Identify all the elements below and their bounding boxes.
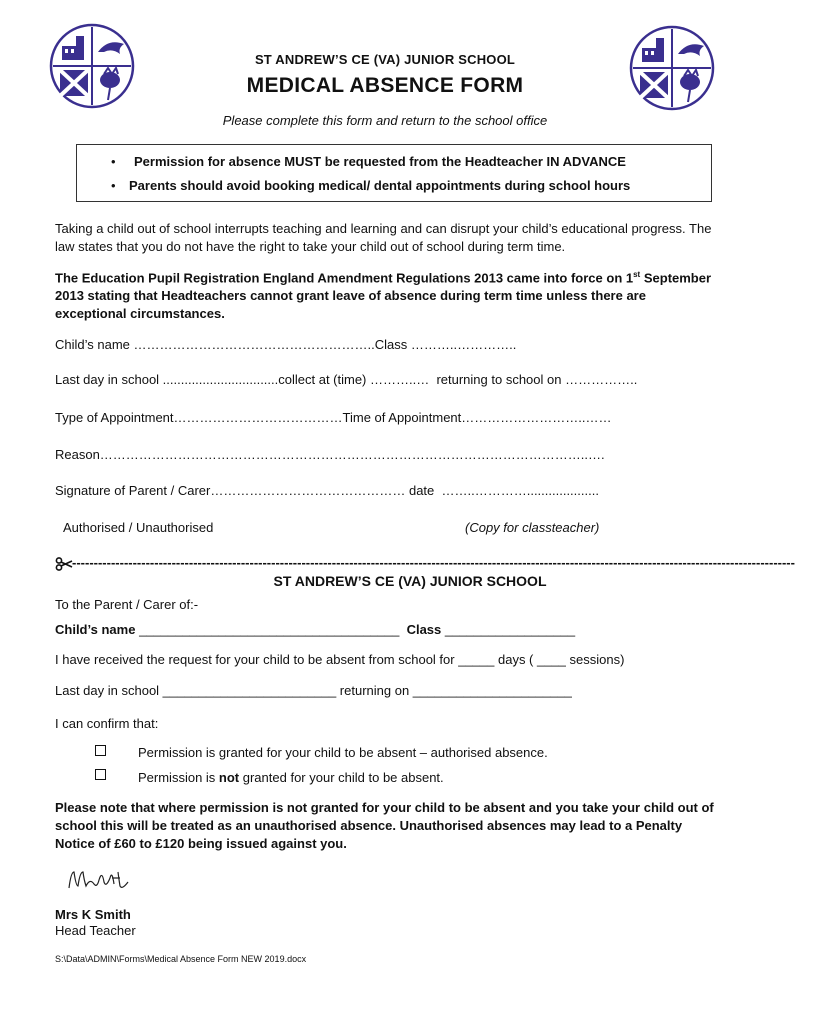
not-granted-checkbox[interactable]	[95, 769, 106, 780]
notice-box	[76, 144, 712, 202]
child-name-blank[interactable]: ____________________________________	[139, 622, 400, 637]
signatory-title: Head Teacher	[55, 923, 136, 938]
signatory-name: Mrs K Smith	[55, 907, 131, 922]
option-not-granted	[138, 770, 444, 785]
option-not-text: Permission is	[138, 770, 219, 785]
granted-checkbox[interactable]	[95, 745, 106, 756]
regulation-text: The Education Pupil Registration England Amendment Regulations 2013 came into force on 1	[55, 270, 634, 286]
to-parent-line: To the Parent / Carer of:-	[55, 597, 199, 612]
school-name: ST ANDREW’S CE (VA) JUNIOR SCHOOL	[254, 52, 516, 67]
class-label: Class	[406, 622, 442, 637]
notice-item: Parents should avoid booking medical/ dental appointments during school hours	[129, 178, 631, 193]
class-blank[interactable]: __________________	[444, 622, 576, 637]
signature-field[interactable]: Signature of Parent / Carer……………………………………… date ……..…………....................	[55, 483, 599, 498]
intro-paragraph: Taking a child out of school interrupts teaching and learning and can disrupt your child’s educational progress. The law states that you do not have the right to take your child out of school during term time.	[55, 221, 712, 254]
form-title: MEDICAL ABSENCE FORM	[246, 74, 524, 97]
reason-field[interactable]: Reason…………………………………………………………………………………………………..….	[55, 447, 605, 462]
scissors-icon	[55, 557, 73, 571]
received-line[interactable]: I have received the request for your child to be absent from school for _____ days ( ____ sessions)	[55, 652, 625, 667]
form-subtitle: Please complete this form and return to the school office	[222, 113, 548, 128]
signature	[66, 866, 136, 894]
bullet: •	[111, 178, 116, 193]
confirm-line: I can confirm that:	[55, 716, 159, 731]
school-logo-right	[628, 24, 716, 112]
regulation-sup: st	[633, 270, 641, 279]
bullet: •	[111, 154, 116, 169]
child-name-field[interactable]: Child’s name ………………………………………………..Class ………..…………..	[55, 337, 517, 352]
cut-line: -----------------------------------------------------------------------------------------------------------------------------------------------------------------------	[72, 555, 795, 570]
tear-off-last-day-line[interactable]: Last day in school ________________________ returning on ______________________	[55, 683, 572, 698]
footer-path: S:\Data\ADMIN\Forms\Medical Absence Form NEW 2019.docx	[55, 954, 307, 964]
tear-off-school-name: ST ANDREW’S CE (VA) JUNIOR SCHOOL	[273, 573, 547, 589]
regulation-paragraph	[55, 266, 715, 323]
authorised-status: Authorised / Unauthorised	[63, 520, 214, 535]
child-name-label: Child’s name	[55, 622, 136, 637]
regulation-text-2: September 2013 stating that Headteachers cannot grant leave of absence during term time unless there are exceptional circumstances.	[55, 270, 712, 322]
notice-item: Permission for absence MUST be requested from the Headteacher IN ADVANCE	[134, 154, 626, 169]
option-not-text-2: granted for your child to be absent.	[239, 770, 444, 785]
option-granted: Permission is granted for your child to be absent – authorised absence.	[138, 745, 548, 760]
appointment-field[interactable]: Type of Appointment…………………………………Time of Appointment………………………..……	[55, 410, 612, 425]
option-not-bold: not	[218, 770, 240, 785]
copy-note: (Copy for classteacher)	[465, 520, 600, 535]
tear-off-child-name-row	[55, 622, 575, 637]
warning-paragraph: Please note that where permission is not granted for your child to be absent and you take your child out of school this will be treated as an unauthorised absence. Unauthorised absences may lead to a Penalty Notice of £60 to £120 being issued against you.	[55, 800, 714, 851]
last-day-field[interactable]: Last day in school ................................collect at (time) ………..… returning to school on ……………..	[55, 372, 638, 387]
